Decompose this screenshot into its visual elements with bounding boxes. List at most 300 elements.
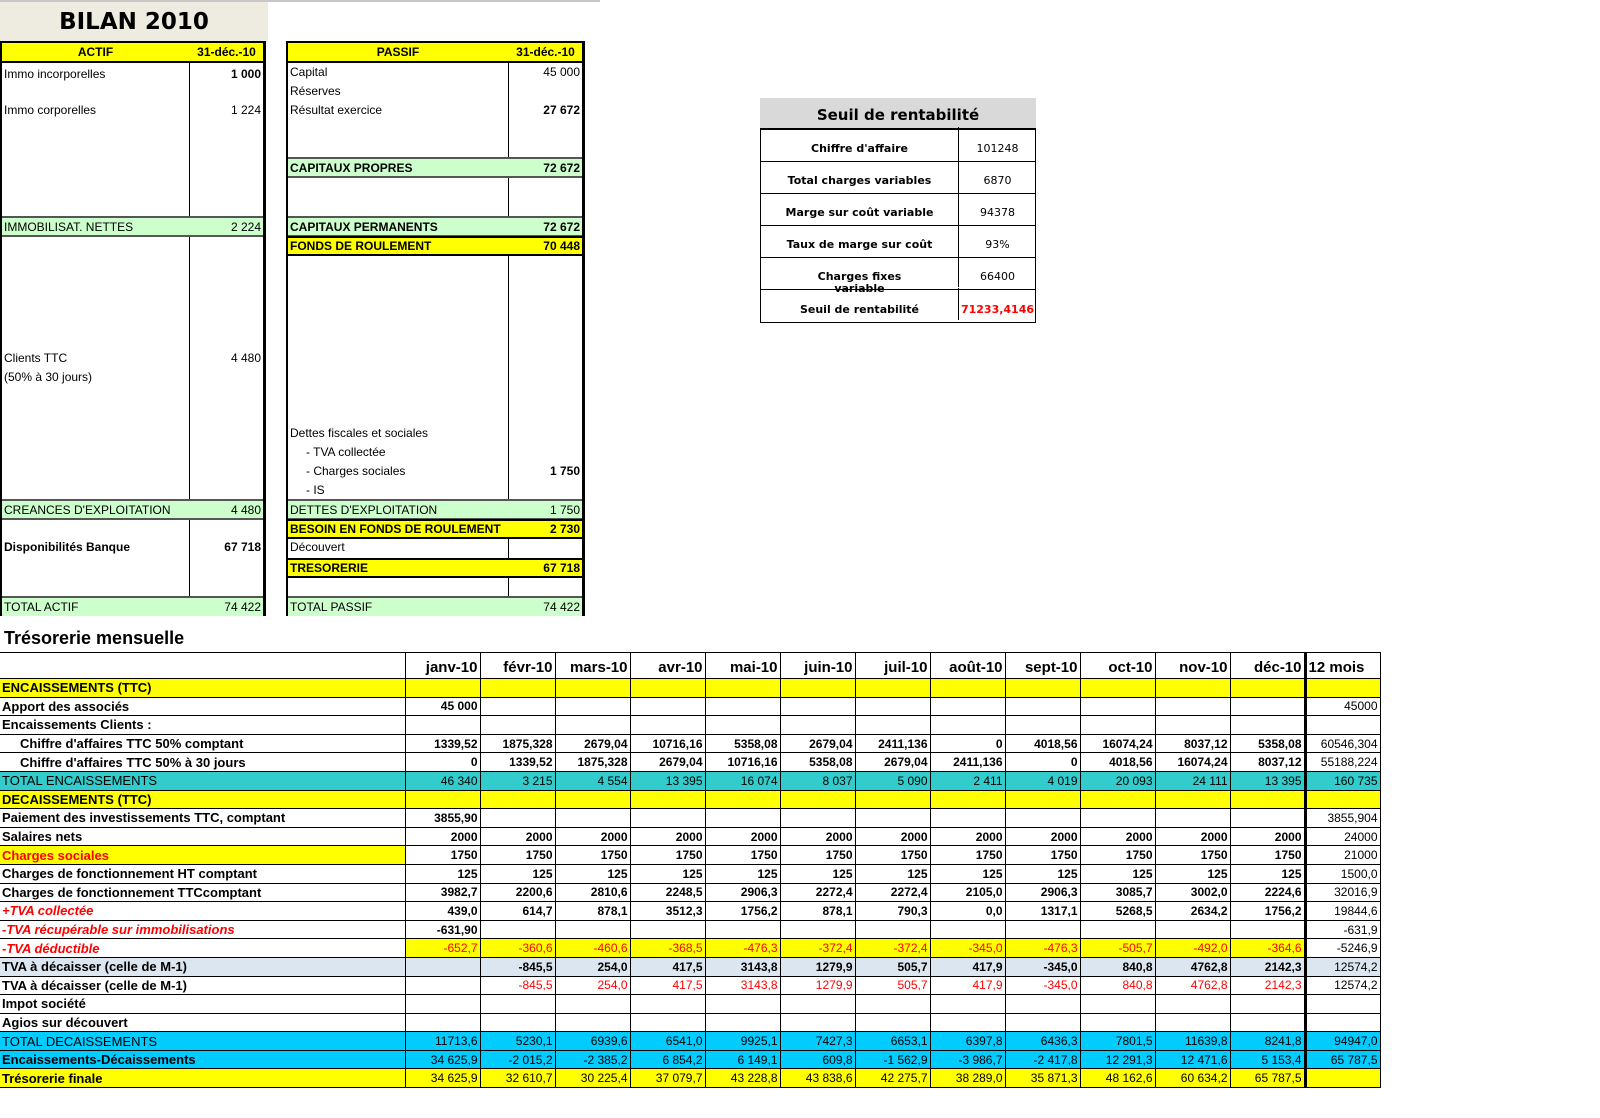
total-cell: 3855,904	[1305, 809, 1380, 828]
tresorerie-row	[0, 846, 1380, 865]
seuil-label: Taux de marge sur coût variable	[761, 223, 959, 255]
month-cell: 6541,0	[630, 1032, 705, 1051]
month-cell: 2000	[405, 827, 480, 846]
month-header: déc-10	[1230, 653, 1305, 679]
month-cell: -460,6	[555, 939, 630, 958]
month-cell	[1080, 920, 1155, 939]
month-cell: 2000	[480, 827, 555, 846]
month-cell	[555, 920, 630, 939]
total-cell: -631,9	[1305, 920, 1380, 939]
total-cell	[1305, 716, 1380, 735]
month-cell: 32 610,7	[480, 1069, 555, 1088]
month-header: nov-10	[1155, 653, 1230, 679]
total-cell: 12574,2	[1305, 957, 1380, 976]
month-header: mai-10	[705, 653, 780, 679]
month-cell: 0	[405, 753, 480, 772]
seuil-value: 66400	[980, 270, 1015, 283]
month-header: sept-10	[1005, 653, 1080, 679]
month-cell: 2105,0	[930, 883, 1005, 902]
month-cell	[555, 697, 630, 716]
tresorerie-row	[0, 790, 1380, 809]
tresorerie-row	[0, 697, 1380, 716]
actif-date-header: 31-déc.-10	[197, 45, 256, 59]
month-cell: 1279,9	[780, 957, 855, 976]
tresorerie-row	[0, 976, 1380, 995]
month-cell: -631,90	[405, 920, 480, 939]
month-cell: -492,0	[1155, 939, 1230, 958]
dettes-exploitation-row	[288, 499, 582, 520]
month-cell: 42 275,7	[855, 1069, 930, 1088]
capital-label: Capital	[290, 65, 328, 79]
month-cell: 10716,16	[630, 734, 705, 753]
tresorerie-row	[0, 734, 1380, 753]
month-cell	[930, 679, 1005, 698]
month-cell: 6653,1	[855, 1032, 930, 1051]
month-cell: 4018,56	[1005, 734, 1080, 753]
month-cell	[480, 920, 555, 939]
month-cell: 5268,5	[1080, 902, 1155, 921]
month-cell	[1005, 716, 1080, 735]
month-cell: 16 074	[705, 771, 780, 790]
capitaux-permanents-value: 72 672	[543, 220, 580, 234]
month-cell: 2906,3	[705, 883, 780, 902]
tresorerie-row	[0, 827, 1380, 846]
month-cell: -372,4	[780, 939, 855, 958]
row-label: Charges de fonctionnement TTCcomptant	[0, 883, 405, 902]
tresorerie-row	[0, 1032, 1380, 1051]
bfr-value: 2 730	[549, 522, 580, 536]
month-cell	[405, 957, 480, 976]
month-cell	[1005, 697, 1080, 716]
month-cell: 1750	[1080, 846, 1155, 865]
month-cell: 3982,7	[405, 883, 480, 902]
month-cell: 1279,9	[780, 976, 855, 995]
tresorerie-row	[0, 753, 1380, 772]
month-cell: 46 340	[405, 771, 480, 790]
month-cell: 125	[630, 864, 705, 883]
month-cell: 10716,16	[705, 753, 780, 772]
month-cell: 2634,2	[1155, 902, 1230, 921]
month-cell	[1155, 679, 1230, 698]
month-cell: 0,0	[930, 902, 1005, 921]
month-cell	[705, 995, 780, 1014]
month-cell	[780, 716, 855, 735]
month-cell: 6436,3	[1005, 1032, 1080, 1051]
clients-ttc-row	[2, 351, 263, 391]
tresorerie-row	[0, 1013, 1380, 1032]
dettes-fiscales-row	[288, 426, 582, 444]
tresorerie-row	[0, 883, 1380, 902]
month-cell	[780, 1013, 855, 1032]
seuil-label: Seuil de rentabilité	[761, 288, 959, 320]
month-cell: 2000	[555, 827, 630, 846]
tresorerie-title: Trésorerie mensuelle	[4, 628, 185, 648]
month-cell	[930, 995, 1005, 1014]
month-cell	[705, 697, 780, 716]
month-cell	[780, 995, 855, 1014]
month-cell	[780, 697, 855, 716]
tresorerie-row	[0, 864, 1380, 883]
month-cell	[480, 809, 555, 828]
total-actif-value: 74 422	[224, 600, 261, 614]
month-cell	[405, 790, 480, 809]
month-cell	[855, 920, 930, 939]
month-cell: 2810,6	[555, 883, 630, 902]
month-cell: 2000	[1230, 827, 1305, 846]
month-header: janv-10	[405, 653, 480, 679]
month-cell	[555, 809, 630, 828]
month-cell: -345,0	[930, 939, 1005, 958]
month-cell	[1080, 716, 1155, 735]
passif-header-row	[288, 43, 582, 63]
month-cell	[630, 809, 705, 828]
month-cell: 417,5	[630, 957, 705, 976]
month-cell	[930, 697, 1005, 716]
month-cell: 2000	[930, 827, 1005, 846]
month-cell	[480, 1013, 555, 1032]
total-actif-row	[2, 596, 263, 616]
bilan-title: BILAN 2010	[0, 2, 268, 42]
total-cell	[1305, 790, 1380, 809]
month-cell: 2411,136	[855, 734, 930, 753]
row-label: Paiement des investissements TTC, comptant	[0, 809, 405, 828]
month-cell	[555, 716, 630, 735]
month-cell	[1230, 809, 1305, 828]
month-cell: 2142,3	[1230, 957, 1305, 976]
month-cell	[855, 995, 930, 1014]
month-cell: 2679,04	[555, 734, 630, 753]
month-cell	[405, 976, 480, 995]
month-cell	[1230, 697, 1305, 716]
capitaux-propres-value: 72 672	[543, 161, 580, 175]
month-cell: 37 079,7	[630, 1069, 705, 1088]
capitaux-permanents-label: CAPITAUX PERMANENTS	[290, 220, 438, 234]
month-cell: 5358,08	[780, 753, 855, 772]
dettes-exploitation-label: DETTES D'EXPLOITATION	[290, 503, 438, 517]
month-cell: 1750	[780, 846, 855, 865]
month-cell: 12 291,3	[1080, 1050, 1155, 1069]
month-cell	[480, 995, 555, 1014]
tresorerie-row	[0, 679, 1380, 698]
capitaux-propres-row	[288, 157, 582, 178]
passif-table	[286, 41, 585, 616]
month-cell: -3 986,7	[930, 1050, 1005, 1069]
month-cell: 2 411	[930, 771, 1005, 790]
month-cell: 6 149,1	[705, 1050, 780, 1069]
month-cell	[405, 995, 480, 1014]
month-cell: -2 015,2	[480, 1050, 555, 1069]
month-cell: 34 625,9	[405, 1050, 480, 1069]
tresorerie-row	[0, 716, 1380, 735]
month-cell	[855, 697, 930, 716]
month-cell	[1155, 809, 1230, 828]
month-cell: 417,9	[930, 976, 1005, 995]
creances-value: 4 480	[230, 503, 261, 517]
actif-header: ACTIF	[77, 45, 114, 59]
month-cell: 45 000	[405, 697, 480, 716]
month-header: juin-10	[780, 653, 855, 679]
row-label: +TVA collectée	[0, 902, 405, 921]
month-cell: 439,0	[405, 902, 480, 921]
row-label: Salaires nets	[0, 827, 405, 846]
month-cell	[1155, 920, 1230, 939]
month-cell: 614,7	[480, 902, 555, 921]
immobilisat-nettes-label: IMMOBILISAT. NETTES	[4, 220, 134, 234]
clients-ttc-value: 4 480	[230, 351, 261, 365]
month-cell: 5 153,4	[1230, 1050, 1305, 1069]
month-header: févr-10	[480, 653, 555, 679]
total-cell: 32016,9	[1305, 883, 1380, 902]
corner-header	[0, 653, 405, 679]
month-cell: 4762,8	[1155, 957, 1230, 976]
month-cell	[780, 809, 855, 828]
month-cell	[1080, 1013, 1155, 1032]
month-cell: 2000	[780, 827, 855, 846]
total-cell	[1305, 679, 1380, 698]
month-cell: -505,7	[1080, 939, 1155, 958]
month-cell: 2000	[630, 827, 705, 846]
month-cell	[855, 679, 930, 698]
seuil-label: Charges fixes	[761, 255, 959, 287]
month-cell: -372,4	[855, 939, 930, 958]
month-cell: 840,8	[1080, 957, 1155, 976]
month-cell	[1230, 1013, 1305, 1032]
month-cell: 609,8	[780, 1050, 855, 1069]
month-cell: 0	[930, 734, 1005, 753]
month-cell: 2000	[1005, 827, 1080, 846]
seuil-label: Chiffre d'affaire	[761, 127, 959, 159]
row-label: Charges de fonctionnement HT comptant	[0, 864, 405, 883]
month-cell: 125	[480, 864, 555, 883]
month-cell: 125	[780, 864, 855, 883]
reserves-label: Réserves	[290, 84, 341, 98]
month-cell: -345,0	[1005, 957, 1080, 976]
month-cell	[480, 716, 555, 735]
actif-table	[0, 41, 266, 616]
month-header: avr-10	[630, 653, 705, 679]
month-cell: 2000	[1155, 827, 1230, 846]
month-cell: 13 395	[630, 771, 705, 790]
month-cell	[630, 697, 705, 716]
month-cell: 3143,8	[705, 976, 780, 995]
month-cell: 2679,04	[630, 753, 705, 772]
tresorerie-table	[0, 652, 1381, 1088]
row-label: -TVA déductible	[0, 939, 405, 958]
month-cell: 8 037	[780, 771, 855, 790]
month-header-row	[0, 653, 1380, 679]
row-label: TOTAL DECAISSEMENTS	[0, 1032, 405, 1051]
month-cell: 5230,1	[480, 1032, 555, 1051]
month-cell: 2679,04	[780, 734, 855, 753]
disponibilites-value: 67 718	[224, 540, 261, 554]
seuil-title: Seuil de rentabilité	[760, 98, 1036, 128]
month-cell: 125	[405, 864, 480, 883]
month-cell: 2272,4	[780, 883, 855, 902]
month-cell: 5 090	[855, 771, 930, 790]
month-cell	[555, 995, 630, 1014]
month-cell: 1317,1	[1005, 902, 1080, 921]
month-cell: 840,8	[1080, 976, 1155, 995]
total-cell: 24000	[1305, 827, 1380, 846]
month-cell	[1155, 790, 1230, 809]
immo-incorporelles-label: Immo incorporelles	[4, 67, 106, 81]
month-cell: 125	[1080, 864, 1155, 883]
decouvert-label: Découvert	[290, 540, 345, 554]
total-cell: 21000	[1305, 846, 1380, 865]
month-cell	[405, 679, 480, 698]
month-cell	[480, 697, 555, 716]
month-cell: 34 625,9	[405, 1069, 480, 1088]
month-cell: -345,0	[1005, 976, 1080, 995]
month-cell	[1005, 790, 1080, 809]
month-cell	[630, 995, 705, 1014]
total-cell: 60546,304	[1305, 734, 1380, 753]
month-cell: 2679,04	[855, 753, 930, 772]
month-cell: 24 111	[1155, 771, 1230, 790]
month-cell: 1750	[405, 846, 480, 865]
month-cell: 20 093	[1080, 771, 1155, 790]
month-cell	[930, 716, 1005, 735]
charges-sociales-value: 1 750	[549, 464, 580, 478]
row-label: Apport des associés	[0, 697, 405, 716]
month-cell	[1155, 995, 1230, 1014]
row-label: -TVA récupérable sur immobilisations	[0, 920, 405, 939]
month-cell	[705, 920, 780, 939]
immobilisat-nettes-row	[2, 216, 263, 237]
month-cell	[480, 790, 555, 809]
total-cell: 55188,224	[1305, 753, 1380, 772]
bfr-row	[288, 519, 582, 539]
month-cell: -476,3	[1005, 939, 1080, 958]
row-label: TVA à décaisser (celle de M-1)	[0, 957, 405, 976]
month-cell: -2 417,8	[1005, 1050, 1080, 1069]
total-cell: 65 787,5	[1305, 1050, 1380, 1069]
month-cell: 1750	[630, 846, 705, 865]
month-cell	[930, 809, 1005, 828]
row-label: TVA à décaisser (celle de M-1)	[0, 976, 405, 995]
month-cell: 4762,8	[1155, 976, 1230, 995]
seuil-row-charges-variables	[761, 162, 1035, 194]
month-cell	[1155, 1013, 1230, 1032]
month-cell: 125	[1230, 864, 1305, 883]
month-cell	[480, 679, 555, 698]
passif-header: PASSIF	[376, 45, 420, 59]
month-cell: 2906,3	[1005, 883, 1080, 902]
month-header: mars-10	[555, 653, 630, 679]
month-cell: 65 787,5	[1230, 1069, 1305, 1088]
month-cell: 9925,1	[705, 1032, 780, 1051]
month-cell: 48 162,6	[1080, 1069, 1155, 1088]
month-cell: -845,5	[480, 976, 555, 995]
month-cell: 3085,7	[1080, 883, 1155, 902]
month-cell	[1230, 920, 1305, 939]
immo-incorporelles-value: 1 000	[230, 67, 261, 81]
resultat-row	[288, 103, 582, 121]
month-cell: 0	[1005, 753, 1080, 772]
month-cell: 878,1	[555, 902, 630, 921]
month-cell: 1750	[705, 846, 780, 865]
seuil-row-seuil	[761, 290, 1035, 322]
reserves-row	[288, 84, 582, 102]
tresorerie-row	[288, 558, 582, 578]
month-cell	[1230, 716, 1305, 735]
decouvert-row	[288, 540, 582, 558]
clients-ttc-sublabel: (50% à 30 jours)	[4, 370, 93, 384]
month-cell: -476,3	[705, 939, 780, 958]
month-cell	[855, 790, 930, 809]
month-cell	[780, 920, 855, 939]
month-cell: 3 215	[480, 771, 555, 790]
row-label: Impot société	[0, 995, 405, 1014]
month-cell: -364,6	[1230, 939, 1305, 958]
row-label: Charges sociales	[0, 846, 405, 865]
capital-value: 45 000	[543, 65, 580, 79]
row-label: Chiffre d'affaires TTC 50% à 30 jours	[0, 753, 405, 772]
immo-corporelles-label: Immo corporelles	[4, 103, 97, 117]
month-cell: 2200,6	[480, 883, 555, 902]
month-cell: 5358,08	[1230, 734, 1305, 753]
bfr-label: BESOIN EN FONDS DE ROULEMENT	[290, 522, 501, 536]
month-cell: 2000	[855, 827, 930, 846]
passif-date-header: 31-déc.-10	[516, 45, 575, 59]
month-cell: 254,0	[555, 957, 630, 976]
month-cell	[705, 716, 780, 735]
seuil-value: 6870	[983, 174, 1012, 187]
month-cell: 125	[1155, 864, 1230, 883]
total-cell: 1500,0	[1305, 864, 1380, 883]
immobilisat-nettes-value: 2 224	[230, 220, 261, 234]
month-cell: 1750	[1005, 846, 1080, 865]
month-header: oct-10	[1080, 653, 1155, 679]
month-cell	[780, 679, 855, 698]
month-cell: 8241,8	[1230, 1032, 1305, 1051]
month-cell: 6 854,2	[630, 1050, 705, 1069]
tresorerie-row	[0, 902, 1380, 921]
month-cell	[555, 679, 630, 698]
month-cell: -1 562,9	[855, 1050, 930, 1069]
month-cell: 3143,8	[705, 957, 780, 976]
seuil-row-marge	[761, 194, 1035, 226]
month-cell: -368,5	[630, 939, 705, 958]
seuil-value: 94378	[980, 206, 1015, 219]
total-cell: 12574,2	[1305, 976, 1380, 995]
actif-header-row	[2, 43, 263, 63]
month-cell: 43 838,6	[780, 1069, 855, 1088]
month-cell: 12 471,6	[1155, 1050, 1230, 1069]
month-cell	[705, 809, 780, 828]
total-passif-value: 74 422	[543, 600, 580, 614]
month-cell: 38 289,0	[930, 1069, 1005, 1088]
month-cell	[1080, 995, 1155, 1014]
month-cell: 7427,3	[780, 1032, 855, 1051]
total-cell	[1305, 995, 1380, 1014]
creances-label: CREANCES D'EXPLOITATION	[4, 503, 171, 517]
month-cell: 35 871,3	[1005, 1069, 1080, 1088]
charges-sociales-row	[288, 464, 582, 482]
fonds-roulement-value: 70 448	[543, 239, 580, 253]
month-cell	[855, 1013, 930, 1032]
month-cell: 6397,8	[930, 1032, 1005, 1051]
month-cell	[1155, 697, 1230, 716]
dettes-fiscales-label: Dettes fiscales et sociales	[290, 426, 429, 440]
month-cell: 60 634,2	[1155, 1069, 1230, 1088]
month-cell: 5358,08	[705, 734, 780, 753]
month-cell	[630, 679, 705, 698]
row-label: Encaissements Clients :	[0, 716, 405, 735]
month-cell: 3512,3	[630, 902, 705, 921]
tresorerie-value: 67 718	[543, 561, 580, 575]
seuil-row-chiffre-affaire	[761, 130, 1035, 162]
